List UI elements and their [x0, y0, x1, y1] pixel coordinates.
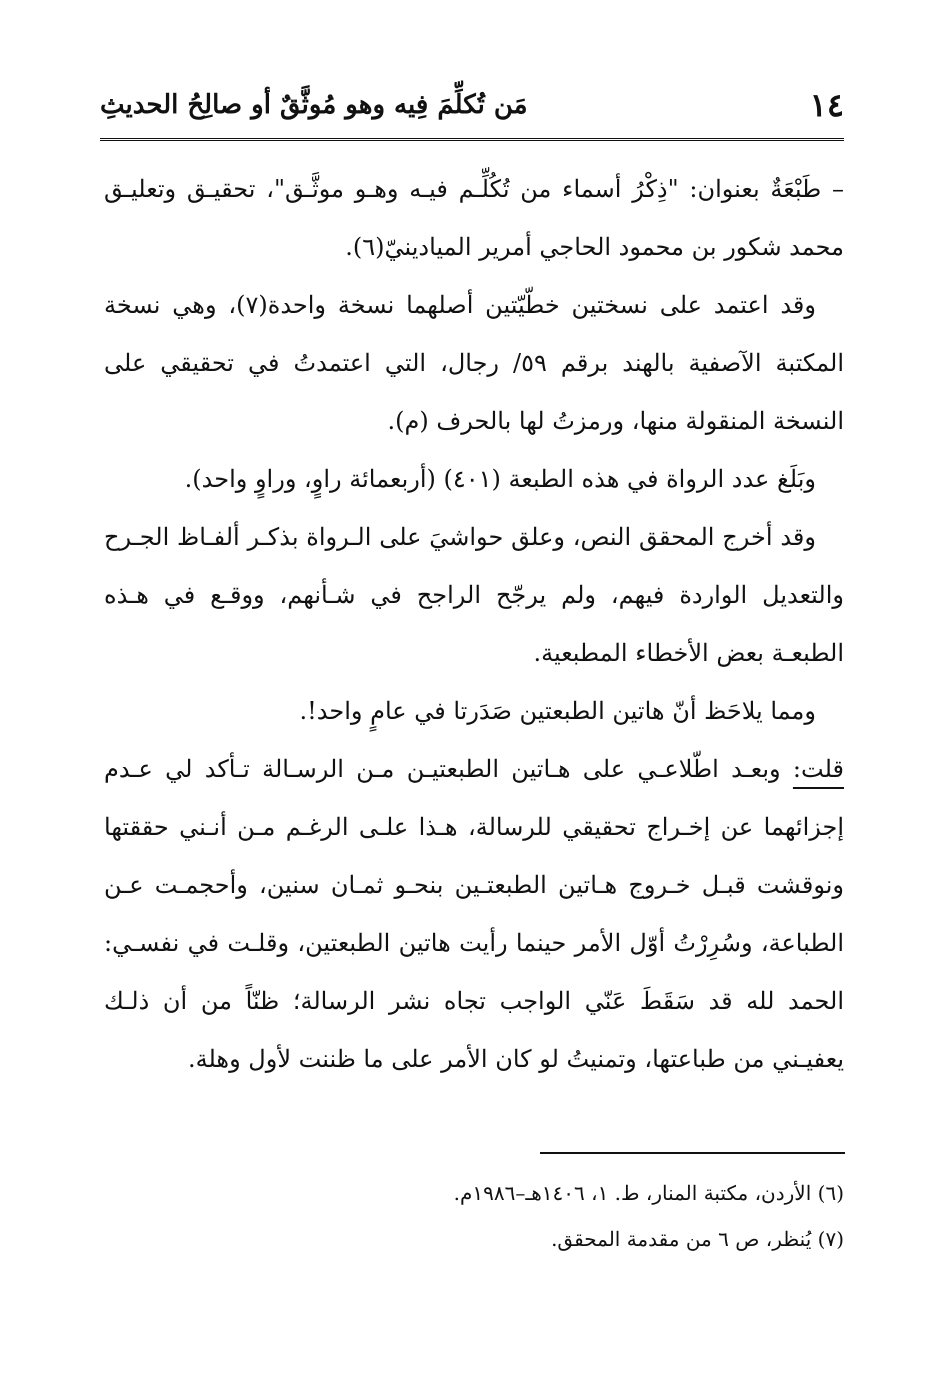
footnote-7: (٧) يُنظر، ص ٦ من مقدمة المحقق.: [551, 1227, 844, 1251]
footnote-6: (٦) الأردن، مكتبة المنار، ط. ١، ١٤٠٦هـ–١٩٨٦م.: [453, 1181, 844, 1205]
page-header: [100, 80, 844, 130]
footnote-rule: [540, 1152, 845, 1154]
footnotes: [104, 1170, 844, 1262]
paragraph-author-note: [104, 740, 844, 1088]
main-text: [104, 160, 844, 1088]
qult-label: قلت:: [792, 755, 844, 783]
paragraph-narrator-count: وبَلَغ عدد الرواة في هذه الطبعة (٤٠١) (أربعمائة راوٍ، وراوٍ واحد).: [184, 465, 816, 493]
page-number: ١٤: [809, 86, 844, 124]
paragraph-same-year: ومما يلاحَظ أنّ هاتين الطبعتين صَدَرتا في عامٍ واحد!.: [299, 697, 816, 725]
paragraph-manuscripts: وقد اعتمد على نسختين خطّيّتين أصلهما نسخة واحدة(٧)، وهي نسخة المكتبة الآصفية بالهند برقم ٥٩/ رجال، التي اعتمدتُ في تحقيقي على النسخة المنقولة منها، ورمزتُ لها بالحرف (م).: [104, 291, 844, 435]
paragraph-edition: – طَبْعَةٌ بعنوان: "ذِكْرُ أسماء من تُكُلِّـم فيـه وهـو موثَّـق"، تحقيـق وتعليـق محمد شكور بن محمود الحاجي أمرير الميادينيّ(٦).: [104, 175, 844, 261]
running-title: مَن تُكلِّمَ فِيه وهو مُوثَّقٌ أو صالِحُ الحديثِ: [100, 90, 528, 120]
header-rule: [100, 138, 844, 144]
author-note-text: وبعـد اطّلاعـي على هـاتين الطبعتيـن مـن الرسـالة تـأكد لي عـدم إجزائهما عن إخـراج تحقيقي للرسالة، هـذا علـى الرغـم مـن أنـني حققتها ونوقشت قبـل خـروج هـاتين الطبعتـين بنحـو ثمـان سنين، وأحجمـت عـن الطباعة، وسُرِرْتُ أوّل الأمر حينما رأيت هاتين الطبعتين، وقلـت في نفسـي: الحمد لله قد سَقَطَ عَنّي الواجب تجاه نشر الرسالة؛ ظنّاً من أن ذلـك يعفيـني من طباعتها، وتمنيتُ لو كان الأمر على ما ظننت لأول وهلة.: [104, 755, 845, 1073]
paragraph-editor-work: وقد أخرج المحقق النص، وعلق حواشيَ على الـرواة بذكـر ألفـاظ الجـرح والتعديل الواردة فيهم، ولم يرجّح الراجح في شـأنهم، ووقـع في هـذه الطبعـة بعض الأخطاء المطبعية.: [104, 523, 844, 667]
